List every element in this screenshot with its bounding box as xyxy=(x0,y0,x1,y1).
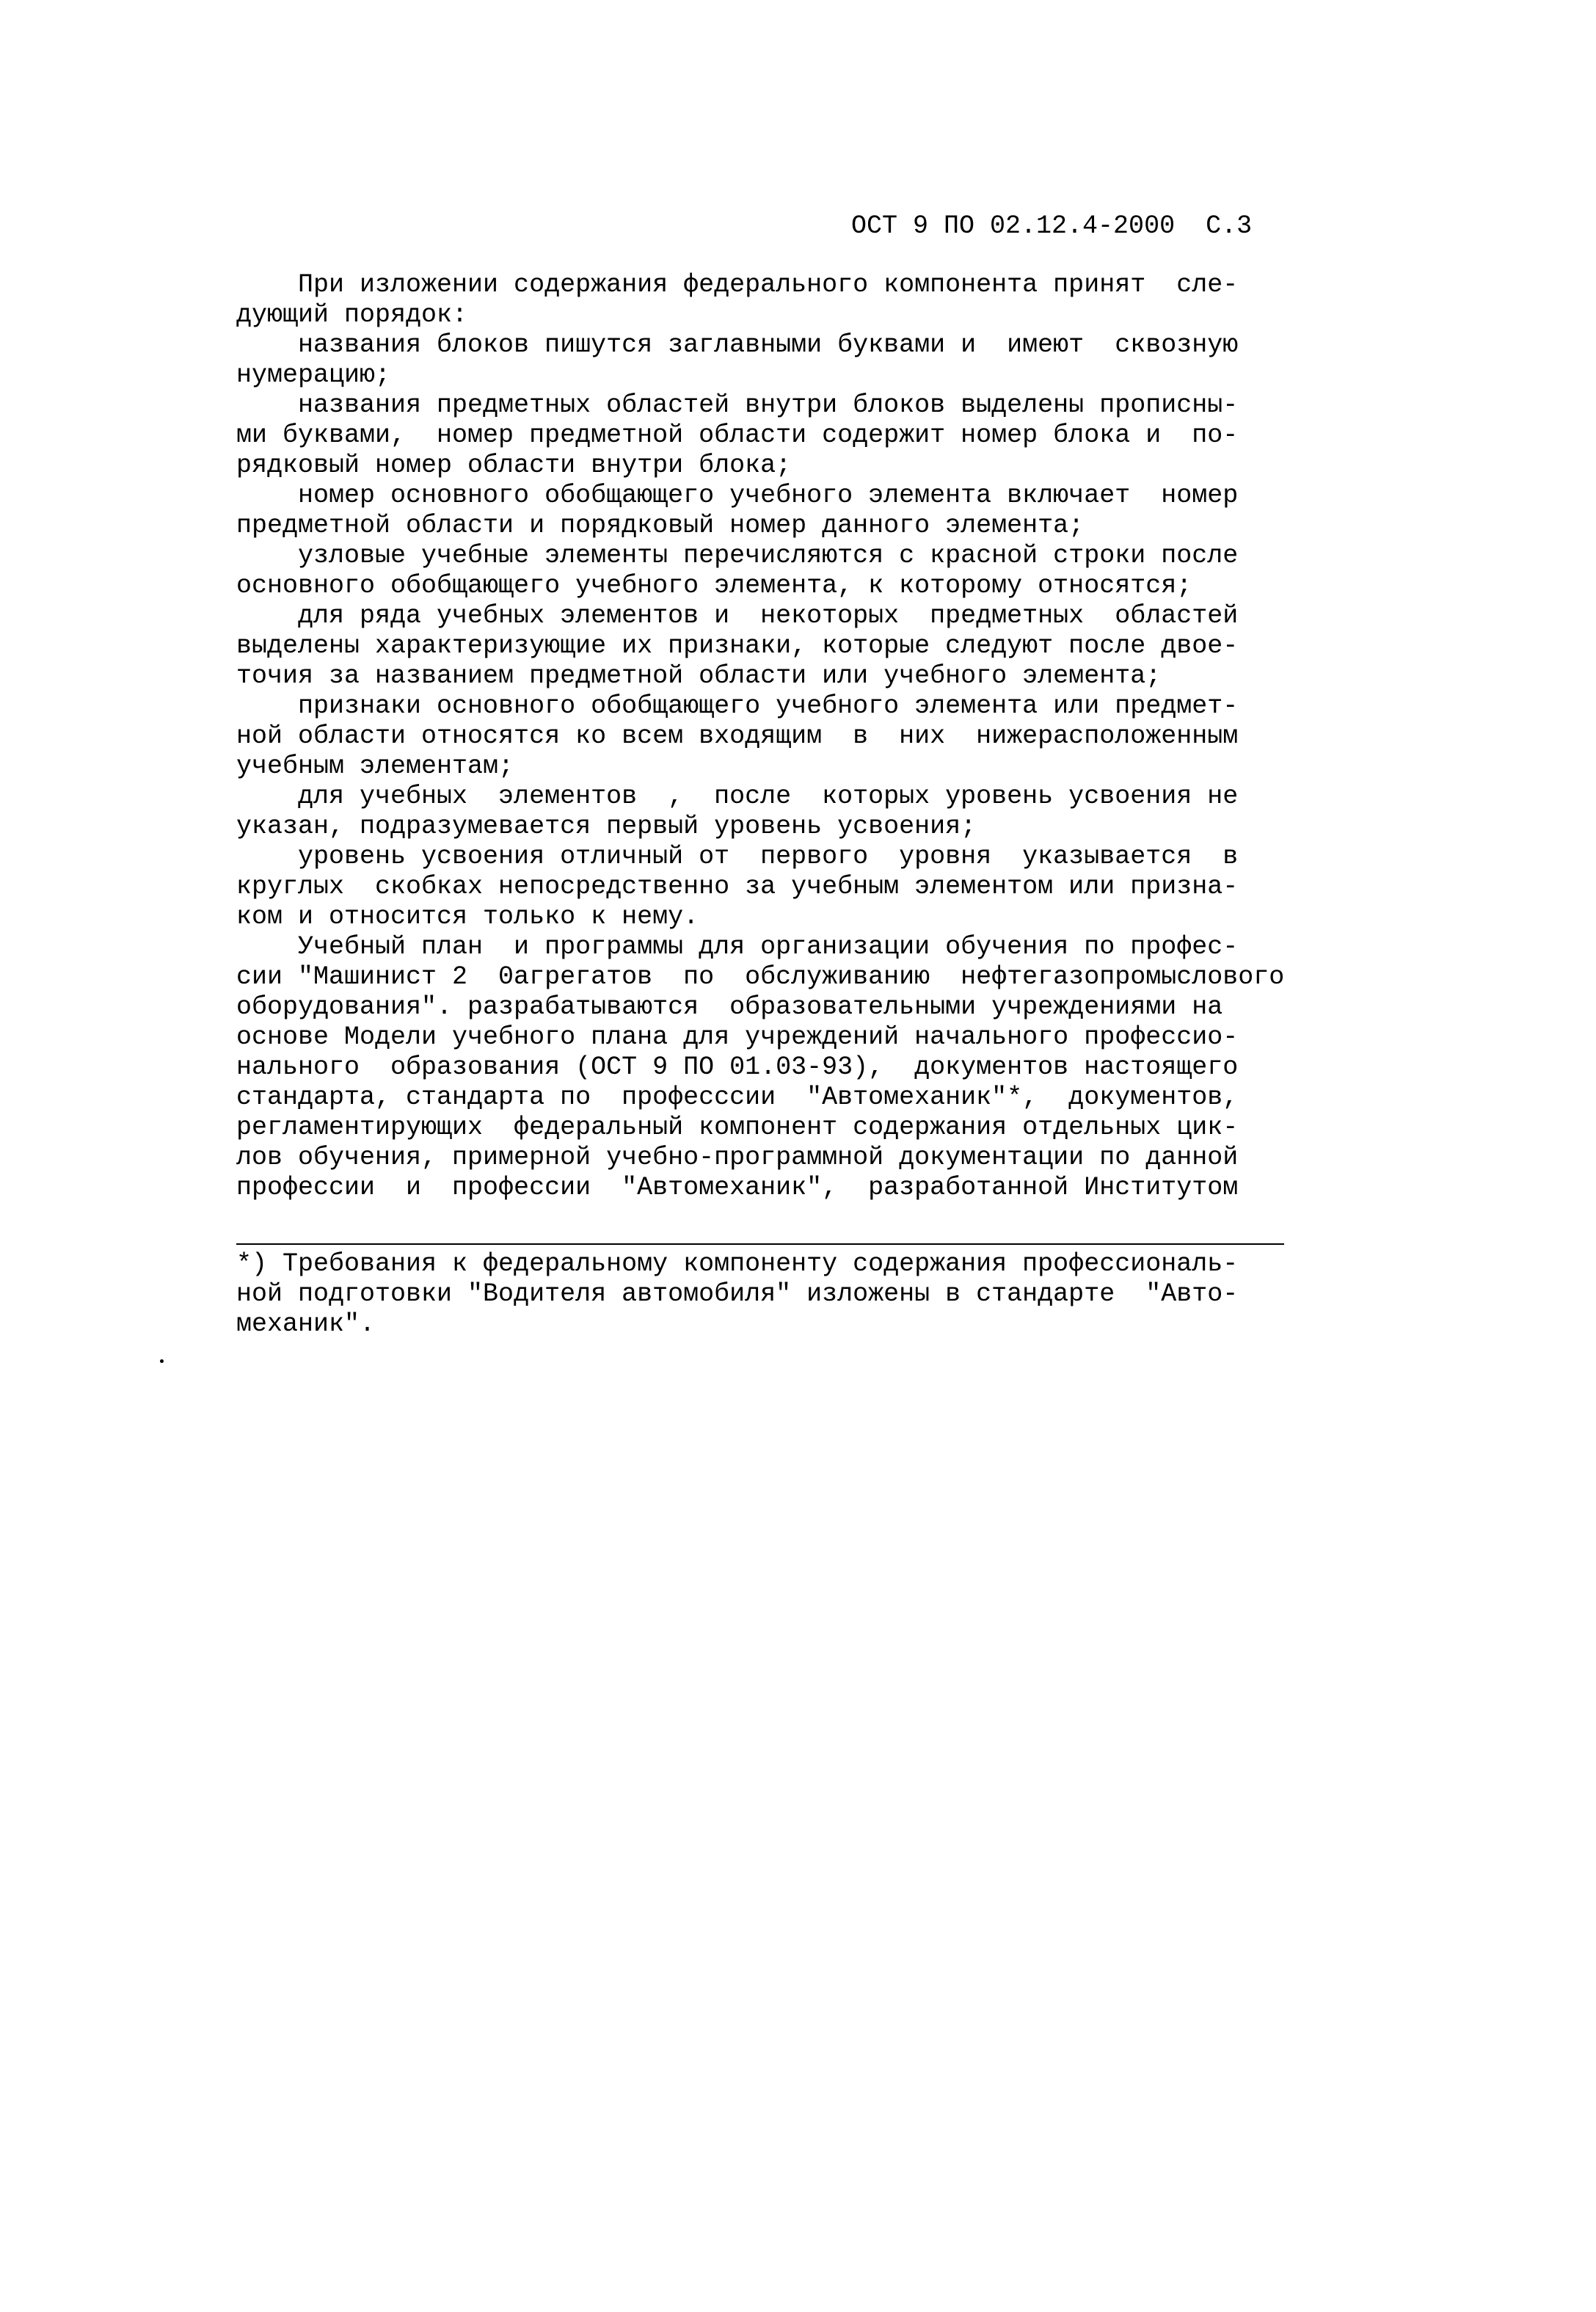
body-line: сии "Машинист 2 0агрегатов по обслуживанию нефтегазопромыслового xyxy=(236,962,1285,992)
body-line: ной области относятся ко всем входящим в них нижерасположенным xyxy=(236,721,1239,751)
footnote-line: механик". xyxy=(236,1309,376,1339)
body-line: ком и относится только к нему. xyxy=(236,902,699,931)
body-line: названия предметных областей внутри блоков выделены прописны- xyxy=(236,390,1239,420)
body-line: основе Модели учебного плана для учреждений начального профессио- xyxy=(236,1022,1239,1052)
body-line: дующий порядок: xyxy=(236,300,468,330)
footnote-line: *) Требования к федеральному компоненту содержания профессиональ- xyxy=(236,1249,1239,1279)
body-line: предметной области и порядковый номер данного элемента; xyxy=(236,511,1085,540)
stray-dot-mark xyxy=(160,1359,164,1363)
body-line: названия блоков пишутся заглавными буквами и имеют сквозную xyxy=(236,330,1239,360)
footnote-line: ной подготовки "Водителя автомобиля" изложены в стандарте "Авто- xyxy=(236,1279,1239,1309)
body-line: нумерацию; xyxy=(236,360,391,390)
body-line: ми буквами, номер предметной области содержит номер блока и по- xyxy=(236,421,1239,450)
body-line: для ряда учебных элементов и некоторых предметных областей xyxy=(236,601,1239,630)
body-line: При изложении содержания федерального компонента принят сле- xyxy=(236,270,1239,299)
body-line: точия за названием предметной области или учебного элемента; xyxy=(236,661,1162,691)
body-line: Учебный план и программы для организации обучения по профес- xyxy=(236,932,1239,961)
body-line: указан, подразумевается первый уровень усвоения; xyxy=(236,812,977,841)
body-line: оборудования". разрабатываются образовательными учреждениями на xyxy=(236,992,1223,1022)
body-line: профессии и профессии "Автомеханик", разработанной Институтом xyxy=(236,1173,1239,1202)
body-line: основного обобщающего учебного элемента, к которому относятся; xyxy=(236,571,1192,600)
body-line: регламентирующих федеральный компонент содержания отдельных цик- xyxy=(236,1113,1239,1142)
page-header: ОСТ 9 ПО 02.12.4-2000 С.3 xyxy=(851,211,1253,241)
body-line: стандарта, стандарта по професссии "Автомеханик"*, документов, xyxy=(236,1083,1239,1112)
body-line: нального образования (ОСТ 9 ПО 01.03-93), документов настоящего xyxy=(236,1053,1239,1082)
body-line: уровень усвоения отличный от первого уровня указывается в xyxy=(236,842,1239,871)
footnote-divider xyxy=(236,1243,1284,1245)
body-line: лов обучения, примерной учебно-программной документации по данной xyxy=(236,1143,1239,1172)
body-line: для учебных элементов , после которых уровень усвоения не xyxy=(236,782,1239,811)
body-line: учебным элементам; xyxy=(236,752,514,781)
body-line: круглых скобках непосредственно за учебным элементом или призна- xyxy=(236,872,1239,901)
body-line: номер основного обобщающего учебного элемента включает номер xyxy=(236,481,1239,510)
body-line: узловые учебные элементы перечисляются с красной строки после xyxy=(236,541,1239,570)
body-line: рядковый номер области внутри блока; xyxy=(236,451,792,480)
body-line: выделены характеризующие их признаки, которые следуют после двое- xyxy=(236,631,1239,661)
body-line: признаки основного обобщающего учебного элемента или предмет- xyxy=(236,691,1239,721)
